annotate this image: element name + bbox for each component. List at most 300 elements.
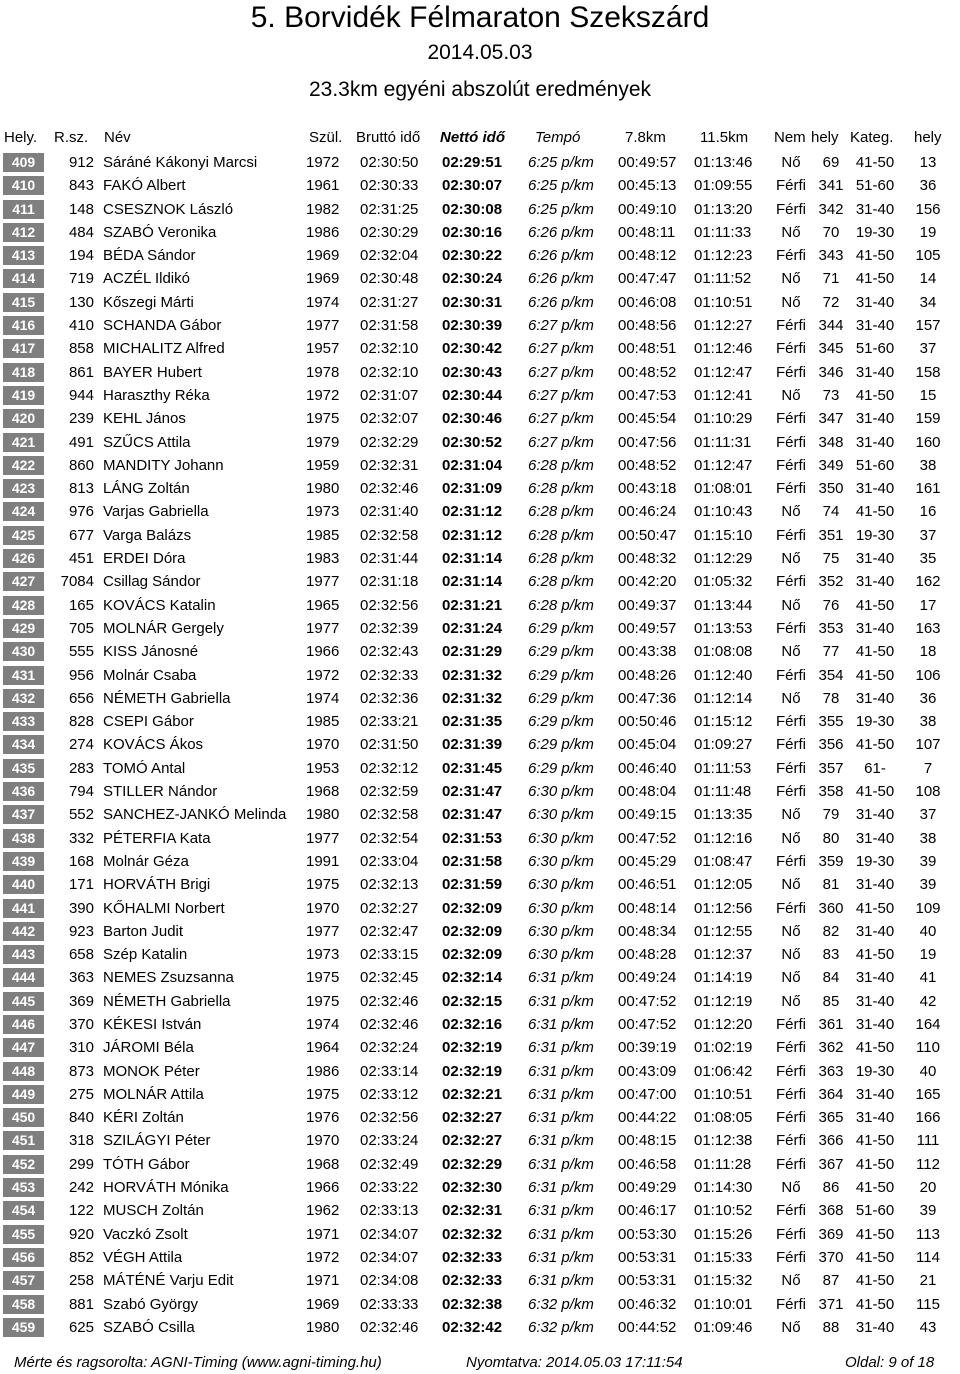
pace-cell: 6:25 p/km (528, 200, 594, 218)
gender-cell: Férfi (776, 1132, 806, 1150)
pace-cell: 6:28 p/km (528, 526, 594, 544)
bib-number-cell: 677 (68, 526, 94, 544)
category-place-cell: 115 (916, 1295, 940, 1313)
category-cell: 31-40 (855, 876, 895, 894)
gender-place-cell: 69 (822, 154, 840, 171)
category-cell: 31-40 (855, 1085, 895, 1103)
gross-time-cell: 02:30:29 (360, 223, 419, 241)
gender-cell: Nő (781, 1272, 801, 1290)
runner-name-cell: CSESZNOK László (103, 200, 234, 218)
category-place-cell: 159 (915, 410, 941, 428)
net-time-cell: 02:30:08 (442, 200, 503, 218)
net-time-cell: 02:31:32 (442, 666, 503, 684)
category-place-cell: 36 (919, 689, 937, 707)
split-11-5km-cell: 01:08:47 (694, 852, 753, 870)
pace-cell: 6:31 p/km (528, 1062, 594, 1080)
net-time-cell: 02:30:16 (442, 223, 503, 241)
pace-cell: 6:31 p/km (528, 1179, 594, 1197)
pace-cell: 6:27 p/km (528, 386, 594, 404)
split-7-8km-cell: 00:45:29 (618, 852, 677, 870)
birth-year-cell: 1980 (306, 806, 340, 824)
pace-cell: 6:31 p/km (528, 1225, 594, 1243)
gross-time-cell: 02:30:50 (360, 154, 419, 171)
gross-time-cell: 02:32:29 (360, 433, 419, 451)
runner-name-cell: MUSCH Zoltán (103, 1202, 204, 1220)
pace-cell: 6:30 p/km (528, 806, 594, 824)
category-place-cell: 16 (919, 503, 937, 521)
category-cell: 31-40 (855, 1318, 895, 1336)
category-place-cell: 112 (916, 1155, 940, 1173)
category-cell: 31-40 (855, 200, 895, 218)
gross-time-cell: 02:33:15 (360, 946, 419, 964)
place-cell: 451 (3, 1131, 44, 1150)
gender-place-cell: 357 (818, 759, 844, 777)
split-7-8km-cell: 00:45:04 (618, 736, 677, 754)
pace-cell: 6:25 p/km (528, 177, 594, 195)
runner-name-cell: NÉMETH Gabriella (103, 689, 231, 707)
net-time-cell: 02:31:39 (442, 736, 503, 754)
split-11-5km-cell: 01:12:37 (694, 946, 753, 964)
birth-year-cell: 1974 (306, 1015, 340, 1033)
category-place-cell: 37 (919, 806, 937, 824)
pace-cell: 6:31 p/km (528, 1039, 594, 1057)
net-time-cell: 02:32:27 (442, 1132, 503, 1150)
split-7-8km-cell: 00:53:31 (618, 1272, 677, 1290)
place-cell: 413 (3, 246, 44, 265)
gender-place-cell: 367 (818, 1155, 844, 1173)
gender-cell: Nő (781, 806, 801, 824)
category-cell: 41-50 (855, 270, 895, 288)
split-11-5km-cell: 01:09:55 (694, 177, 753, 195)
pace-cell: 6:29 p/km (528, 643, 594, 661)
table-row (0, 757, 960, 780)
gender-cell: Férfi (776, 783, 806, 801)
table-row (0, 570, 960, 593)
pace-cell: 6:27 p/km (528, 317, 594, 335)
gross-time-cell: 02:32:56 (360, 1109, 419, 1127)
category-cell: 41-50 (855, 899, 895, 917)
pace-cell: 6:26 p/km (528, 293, 594, 311)
pace-cell: 6:27 p/km (528, 433, 594, 451)
category-place-cell: 21 (919, 1272, 937, 1290)
bib-number-cell: 194 (68, 247, 94, 265)
split-11-5km-cell: 01:10:01 (694, 1295, 753, 1313)
place-cell: 426 (3, 549, 44, 568)
gross-time-cell: 02:32:46 (360, 1318, 419, 1336)
category-cell: 41-50 (855, 1225, 895, 1243)
split-11-5km-cell: 01:12:20 (694, 1015, 753, 1033)
table-row (0, 1083, 960, 1106)
category-cell: 41-50 (855, 1155, 895, 1173)
net-time-cell: 02:31:14 (442, 550, 503, 568)
bib-number-cell: 165 (68, 596, 94, 614)
split-11-5km-cell: 01:12:14 (694, 689, 753, 707)
birth-year-cell: 1962 (306, 1202, 340, 1220)
pace-cell: 6:30 p/km (528, 946, 594, 964)
runner-name-cell: NÉMETH Gabriella (103, 992, 231, 1010)
net-time-cell: 02:31:12 (442, 526, 503, 544)
category-place-cell: 161 (915, 480, 941, 498)
runner-name-cell: Varjas Gabriella (103, 503, 209, 521)
table-row (0, 1199, 960, 1222)
place-cell: 419 (3, 386, 44, 405)
runner-name-cell: KÉKESI István (103, 1015, 202, 1033)
bib-number-cell: 658 (68, 946, 94, 964)
gender-place-cell: 347 (818, 410, 844, 428)
table-row (0, 780, 960, 803)
category-cell: 19-30 (855, 852, 895, 870)
split-7-8km-cell: 00:49:15 (618, 806, 677, 824)
split-11-5km-cell: 01:14:30 (694, 1179, 753, 1197)
category-cell: 19-30 (855, 223, 895, 241)
category-place-cell: 7 (923, 759, 933, 777)
birth-year-cell: 1975 (306, 969, 340, 987)
header-nem-hely: hely (811, 129, 839, 146)
category-cell: 41-50 (855, 946, 895, 964)
birth-year-cell: 1966 (306, 1179, 340, 1197)
gender-place-cell: 71 (822, 270, 840, 288)
birth-year-cell: 1973 (306, 503, 340, 521)
table-row (0, 920, 960, 943)
gender-cell: Nő (781, 550, 801, 568)
table-row (0, 500, 960, 523)
bib-number-cell: 852 (68, 1248, 94, 1266)
birth-year-cell: 1977 (306, 317, 340, 335)
gross-time-cell: 02:32:12 (360, 759, 419, 777)
place-cell: 423 (3, 479, 44, 498)
place-cell: 422 (3, 456, 44, 475)
gender-cell: Férfi (776, 1225, 806, 1243)
pace-cell: 6:27 p/km (528, 410, 594, 428)
split-7-8km-cell: 00:45:54 (618, 410, 677, 428)
birth-year-cell: 1983 (306, 550, 340, 568)
split-7-8km-cell: 00:47:56 (618, 433, 677, 451)
bib-number-cell: 369 (68, 992, 94, 1010)
split-7-8km-cell: 00:46:24 (618, 503, 677, 521)
net-time-cell: 02:32:33 (442, 1272, 503, 1290)
bib-number-cell: 122 (68, 1202, 94, 1220)
gender-cell: Nő (781, 386, 801, 404)
net-time-cell: 02:31:12 (442, 503, 503, 521)
table-row (0, 803, 960, 826)
runner-name-cell: PÉTERFIA Kata (103, 829, 211, 847)
bib-number-cell: 813 (68, 480, 94, 498)
net-time-cell: 02:32:21 (442, 1085, 503, 1103)
gender-cell: Nő (781, 154, 801, 171)
split-11-5km-cell: 01:11:31 (694, 433, 752, 451)
net-time-cell: 02:32:14 (442, 969, 503, 987)
split-7-8km-cell: 00:44:22 (618, 1109, 677, 1127)
gender-cell: Férfi (776, 1295, 806, 1313)
gross-time-cell: 02:34:08 (360, 1272, 419, 1290)
place-cell: 445 (3, 992, 44, 1011)
pace-cell: 6:27 p/km (528, 340, 594, 358)
net-time-cell: 02:30:39 (442, 317, 503, 335)
place-cell: 441 (3, 899, 44, 918)
gross-time-cell: 02:33:04 (360, 852, 419, 870)
birth-year-cell: 1980 (306, 1318, 340, 1336)
runner-name-cell: Szabó György (103, 1295, 199, 1313)
place-cell: 459 (3, 1318, 44, 1337)
category-cell: 41-50 (855, 1295, 895, 1313)
gender-cell: Nő (781, 829, 801, 847)
place-cell: 409 (3, 153, 44, 172)
gender-cell: Nő (781, 922, 801, 940)
split-7-8km-cell: 00:45:13 (618, 177, 677, 195)
place-cell: 453 (3, 1178, 44, 1197)
gender-place-cell: 361 (818, 1015, 844, 1033)
category-place-cell: 110 (916, 1039, 940, 1057)
birth-year-cell: 1986 (306, 223, 340, 241)
table-row (0, 1013, 960, 1036)
runner-name-cell: KÉRI Zoltán (103, 1109, 184, 1127)
place-cell: 421 (3, 433, 44, 452)
split-7-8km-cell: 00:48:52 (618, 456, 677, 474)
bib-number-cell: 861 (68, 363, 94, 381)
runner-name-cell: HORVÁTH Mónika (103, 1179, 229, 1197)
gross-time-cell: 02:33:13 (360, 1202, 419, 1220)
gender-cell: Férfi (776, 1248, 806, 1266)
place-cell: 443 (3, 945, 44, 964)
category-cell: 31-40 (855, 806, 895, 824)
bib-number-cell: 318 (68, 1132, 94, 1150)
place-cell: 452 (3, 1155, 44, 1174)
bib-number-cell: 552 (68, 806, 94, 824)
birth-year-cell: 1972 (306, 1248, 340, 1266)
category-place-cell: 166 (915, 1109, 941, 1127)
net-time-cell: 02:30:31 (442, 293, 503, 311)
net-time-cell: 02:32:38 (442, 1295, 503, 1313)
table-row (0, 1176, 960, 1199)
split-7-8km-cell: 00:53:30 (618, 1225, 677, 1243)
table-row (0, 1316, 960, 1339)
split-11-5km-cell: 01:12:46 (694, 340, 753, 358)
gender-place-cell: 346 (818, 363, 844, 381)
birth-year-cell: 1971 (306, 1225, 340, 1243)
gross-time-cell: 02:33:22 (360, 1179, 419, 1197)
category-cell: 31-40 (855, 992, 895, 1010)
gender-cell: Férfi (776, 1155, 806, 1173)
category-cell: 19-30 (855, 526, 895, 544)
pace-cell: 6:30 p/km (528, 852, 594, 870)
birth-year-cell: 1975 (306, 410, 340, 428)
pace-cell: 6:31 p/km (528, 1085, 594, 1103)
pace-cell: 6:31 p/km (528, 992, 594, 1010)
pace-cell: 6:29 p/km (528, 713, 594, 731)
gross-time-cell: 02:31:44 (360, 550, 419, 568)
net-time-cell: 02:31:35 (442, 713, 503, 731)
gender-cell: Férfi (776, 1202, 806, 1220)
pace-cell: 6:30 p/km (528, 829, 594, 847)
runner-name-cell: KOVÁCS Katalin (103, 596, 216, 614)
net-time-cell: 02:31:32 (442, 689, 503, 707)
bib-number-cell: 860 (68, 456, 94, 474)
runner-name-cell: ERDEI Dóra (103, 550, 186, 568)
category-place-cell: 19 (919, 223, 937, 241)
category-cell: 41-50 (855, 247, 895, 265)
category-cell: 51-60 (855, 456, 895, 474)
gender-place-cell: 79 (822, 806, 840, 824)
split-7-8km-cell: 00:46:40 (618, 759, 677, 777)
bib-number-cell: 171 (68, 876, 94, 894)
split-7-8km-cell: 00:49:37 (618, 596, 677, 614)
table-row (0, 221, 960, 244)
birth-year-cell: 1973 (306, 946, 340, 964)
table-row (0, 594, 960, 617)
category-place-cell: 39 (919, 876, 937, 894)
birth-year-cell: 1957 (306, 340, 340, 358)
gross-time-cell: 02:32:43 (360, 643, 419, 661)
gross-time-cell: 02:33:24 (360, 1132, 419, 1150)
category-place-cell: 114 (916, 1248, 940, 1266)
birth-year-cell: 1974 (306, 689, 340, 707)
birth-year-cell: 1986 (306, 1062, 340, 1080)
net-time-cell: 02:32:19 (442, 1062, 503, 1080)
split-11-5km-cell: 01:08:05 (694, 1109, 753, 1127)
split-7-8km-cell: 00:50:47 (618, 526, 677, 544)
category-cell: 51-60 (855, 340, 895, 358)
header-hely: Hely. (4, 129, 38, 146)
bib-number-cell: 310 (68, 1039, 94, 1057)
category-cell: 41-50 (855, 666, 895, 684)
runner-name-cell: JÁROMI Béla (103, 1039, 194, 1057)
category-place-cell: 35 (919, 550, 937, 568)
gender-cell: Nő (781, 876, 801, 894)
gender-place-cell: 354 (818, 666, 844, 684)
gender-place-cell: 73 (822, 386, 840, 404)
net-time-cell: 02:31:14 (442, 573, 503, 591)
header-brutto: Bruttó idő (356, 129, 421, 146)
runner-name-cell: Barton Judit (103, 922, 184, 940)
split-11-5km-cell: 01:12:47 (694, 363, 753, 381)
gender-place-cell: 86 (822, 1179, 840, 1197)
place-cell: 446 (3, 1015, 44, 1034)
table-row (0, 361, 960, 384)
birth-year-cell: 1969 (306, 247, 340, 265)
table-row (0, 617, 960, 640)
runner-name-cell: MOLNÁR Attila (103, 1085, 204, 1103)
place-cell: 437 (3, 805, 44, 824)
place-cell: 425 (3, 526, 44, 545)
header-kat-hely: hely (914, 129, 942, 146)
runner-name-cell: HORVÁTH Brigi (103, 876, 211, 894)
place-cell: 430 (3, 642, 44, 661)
gender-cell: Nő (781, 689, 801, 707)
gross-time-cell: 02:32:46 (360, 480, 419, 498)
bib-number-cell: 299 (68, 1155, 94, 1173)
runner-name-cell: LÁNG Zoltán (103, 480, 190, 498)
table-row (0, 1223, 960, 1246)
net-time-cell: 02:32:09 (442, 946, 503, 964)
table-row (0, 1129, 960, 1152)
bib-number-cell: 410 (68, 317, 94, 335)
split-7-8km-cell: 00:49:24 (618, 969, 677, 987)
bib-number-cell: 363 (68, 969, 94, 987)
bib-number-cell: 491 (68, 433, 94, 451)
table-row (0, 291, 960, 314)
category-cell: 41-50 (855, 643, 895, 661)
gender-place-cell: 365 (818, 1109, 844, 1127)
place-cell: 432 (3, 689, 44, 708)
category-cell: 51-60 (855, 177, 895, 195)
runner-name-cell: SZŰCS Attila (103, 433, 191, 451)
pace-cell: 6:26 p/km (528, 223, 594, 241)
runner-name-cell: KŐHALMI Norbert (103, 899, 225, 917)
split-11-5km-cell: 01:08:01 (694, 480, 753, 498)
gender-place-cell: 74 (822, 503, 840, 521)
category-place-cell: 113 (916, 1225, 940, 1243)
place-cell: 416 (3, 316, 44, 335)
category-cell: 41-50 (855, 386, 895, 404)
split-7-8km-cell: 00:47:00 (618, 1085, 677, 1103)
place-cell: 444 (3, 968, 44, 987)
birth-year-cell: 1959 (306, 456, 340, 474)
bib-number-cell: 130 (68, 293, 94, 311)
gender-cell: Férfi (776, 736, 806, 754)
split-11-5km-cell: 01:15:32 (694, 1272, 753, 1290)
net-time-cell: 02:31:47 (442, 783, 503, 801)
split-11-5km-cell: 01:15:12 (694, 713, 753, 731)
gender-cell: Férfi (776, 899, 806, 917)
split-7-8km-cell: 00:44:52 (618, 1318, 677, 1336)
split-11-5km-cell: 01:12:19 (694, 992, 753, 1010)
split-11-5km-cell: 01:12:38 (694, 1132, 753, 1150)
header-nev: Név (104, 129, 131, 146)
runner-name-cell: Molnár Csaba (103, 666, 197, 684)
category-place-cell: 164 (915, 1015, 941, 1033)
split-7-8km-cell: 00:47:52 (618, 829, 677, 847)
birth-year-cell: 1970 (306, 736, 340, 754)
gender-place-cell: 84 (822, 969, 840, 987)
gender-place-cell: 359 (818, 852, 844, 870)
pace-cell: 6:28 p/km (528, 573, 594, 591)
category-place-cell: 20 (919, 1179, 937, 1197)
pace-cell: 6:31 p/km (528, 1248, 594, 1266)
runner-name-cell: Haraszthy Réka (103, 386, 210, 404)
category-place-cell: 163 (915, 619, 941, 637)
pace-cell: 6:31 p/km (528, 1155, 594, 1173)
bib-number-cell: 719 (68, 270, 94, 288)
net-time-cell: 02:31:58 (442, 852, 503, 870)
birth-year-cell: 1970 (306, 1132, 340, 1150)
runner-name-cell: Varga Balázs (103, 526, 192, 544)
pace-cell: 6:29 p/km (528, 689, 594, 707)
table-row (0, 174, 960, 197)
pace-cell: 6:30 p/km (528, 876, 594, 894)
net-time-cell: 02:30:43 (442, 363, 503, 381)
runner-name-cell: MONOK Péter (103, 1062, 200, 1080)
split-11-5km-cell: 01:06:42 (694, 1062, 753, 1080)
birth-year-cell: 1977 (306, 922, 340, 940)
pace-cell: 6:25 p/km (528, 154, 594, 171)
place-cell: 442 (3, 922, 44, 941)
gender-cell: Férfi (776, 363, 806, 381)
table-row (0, 664, 960, 687)
bib-number-cell: 332 (68, 829, 94, 847)
category-place-cell: 40 (919, 922, 937, 940)
net-time-cell: 02:29:51 (442, 154, 503, 171)
gender-cell: Férfi (776, 433, 806, 451)
gender-place-cell: 344 (818, 317, 844, 335)
table-row (0, 547, 960, 570)
category-cell: 31-40 (855, 573, 895, 591)
net-time-cell: 02:30:24 (442, 270, 503, 288)
place-cell: 417 (3, 339, 44, 358)
header-rsz: R.sz. (54, 129, 89, 146)
bib-number-cell: 239 (68, 410, 94, 428)
net-time-cell: 02:31:24 (442, 619, 503, 637)
split-11-5km-cell: 01:14:19 (694, 969, 753, 987)
